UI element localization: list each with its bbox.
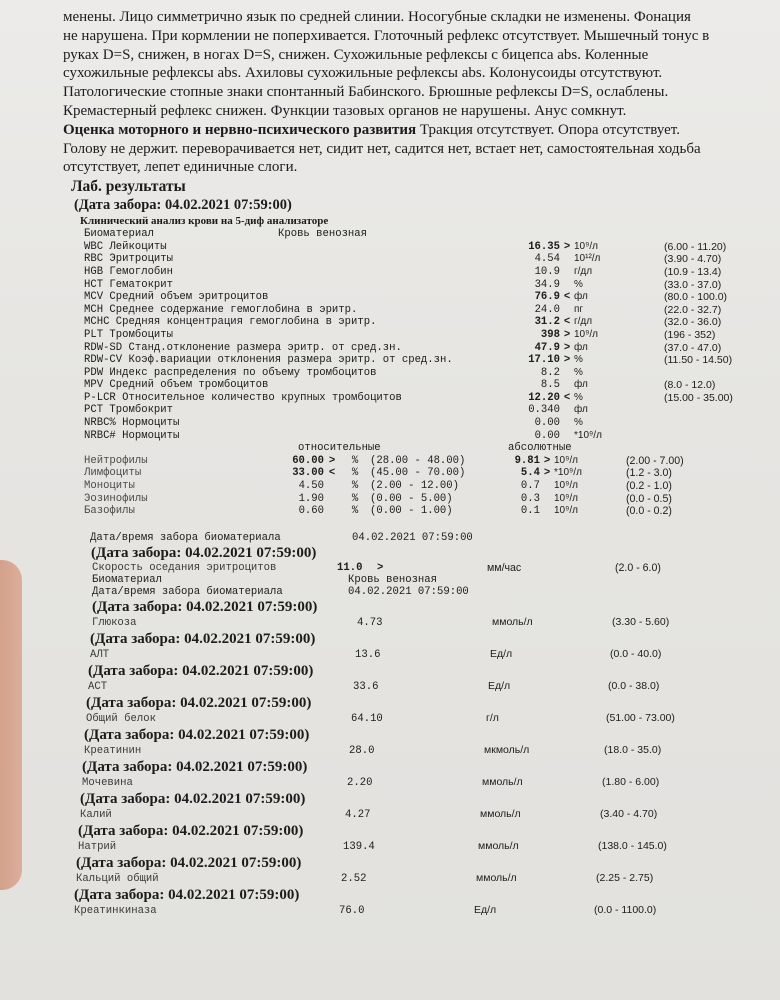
biochem-block xyxy=(86,694,778,726)
diff-abs-unit: 10⁹/л xyxy=(554,454,579,466)
diff-abs-ref: (0.2 - 1.0) xyxy=(626,480,672,493)
exam-line: не нарушена. При кормлении не поперхивается. Глоточный рефлекс отсутствует. Мышечный тонус в xyxy=(63,27,710,44)
sample-date: (Дата забора: 04.02.2021 07:59:00) xyxy=(86,694,312,711)
biochem-unit: Ед/л xyxy=(488,679,511,692)
esr-flag: > xyxy=(377,561,384,574)
diff-table xyxy=(84,455,716,518)
biochem-value: 4.73 xyxy=(357,616,383,629)
diff-abs-unit: 10⁹/л xyxy=(554,492,579,504)
cbc-row xyxy=(84,404,733,417)
esr-bio-row xyxy=(92,574,778,586)
diff-rel-ref: (45.00 - 70.00) xyxy=(370,467,466,480)
esr-value: 11.0 xyxy=(337,561,363,574)
biochem-unit: ммоль/л xyxy=(478,839,519,852)
sample-date: (Дата забора: 04.02.2021 07:59:00) xyxy=(78,822,304,839)
biochem-value: 2.52 xyxy=(341,872,367,885)
cbc-unit: % xyxy=(574,391,583,403)
cbc-test-name: RBC Эритроциты xyxy=(84,253,174,266)
diff-rel-flag xyxy=(324,480,340,493)
biochem-unit: ммоль/л xyxy=(480,807,521,820)
sample-date: (Дата забора: 04.02.2021 07:59:00) xyxy=(90,630,316,647)
cbc-row xyxy=(84,367,733,380)
cbc-unit: % xyxy=(574,354,583,366)
cbc-unit: г/дл xyxy=(574,265,593,277)
cbc-test-name: P-LCR Относительное количество крупных тромбоцитов xyxy=(84,391,402,404)
biochem-row xyxy=(76,872,778,886)
sample-date: (Дата забора: 04.02.2021 07:59:00) xyxy=(91,544,317,561)
diff-abs-value: 5.4 xyxy=(520,467,540,480)
cbc-unit: фл xyxy=(574,291,588,303)
biochem-unit: ммоль/л xyxy=(476,871,517,884)
cbc-row xyxy=(84,354,733,367)
biochem-value: 2.20 xyxy=(347,776,373,789)
diff-name: Лимфоциты xyxy=(84,467,142,480)
biochem-block xyxy=(88,662,778,694)
biochem-block xyxy=(82,758,778,790)
cbc-reference: (80.0 - 100.0) xyxy=(664,291,728,304)
cbc-test-name: MPV Средний объем тромбоцитов xyxy=(84,379,269,392)
cbc-reference: (3.90 - 4.70) xyxy=(664,253,722,266)
biochem-block xyxy=(90,630,778,662)
biochem-block xyxy=(80,790,778,822)
cbc-reference: (33.0 - 37.0) xyxy=(664,278,722,291)
cbc-reference: (6.00 - 11.20) xyxy=(664,240,727,253)
cbc-reference: (32.0 - 36.0) xyxy=(664,316,722,329)
cbc-test-name: HGB Гемоглобин xyxy=(84,265,174,278)
cbc-unit: 10⁹/л xyxy=(574,240,599,252)
cbc-test-name: PDW Индекс распределения по объему тромбоцитов xyxy=(84,366,377,379)
diff-row xyxy=(84,493,716,506)
diff-row xyxy=(84,505,716,518)
cbc-row xyxy=(84,291,733,304)
cbc-value: 0.00 xyxy=(534,417,560,430)
datetime-value: 04.02.2021 07:59:00 xyxy=(352,531,473,544)
cbc-flag: > xyxy=(563,240,571,253)
cbc-row xyxy=(84,316,733,329)
cbc-row xyxy=(84,392,733,405)
cbc-flag xyxy=(560,253,574,266)
cbc-value: 4.54 xyxy=(534,253,560,266)
cbc-test-name: MCH Среднее содержание гемоглобина в эритр. xyxy=(84,303,358,316)
cbc-row xyxy=(84,241,733,254)
exam-line: сухожильные рефлексы abs. Ахиловы сухожильные рефлексы abs. Колонусоиды отсутствуют. xyxy=(63,65,663,82)
biochem-reference: (138.0 - 145.0) xyxy=(598,839,667,852)
cbc-flag xyxy=(560,379,574,392)
cbc-flag: > xyxy=(563,328,571,341)
diff-header-abs: абсолютные xyxy=(508,442,572,455)
diff-name: Нейтрофилы xyxy=(84,454,148,467)
biochem-value: 13.6 xyxy=(355,648,381,661)
cbc-reference: (10.9 - 13.4) xyxy=(664,265,722,278)
cbc-row xyxy=(84,253,733,266)
esr-bio-value: Кровь венозная xyxy=(348,573,438,586)
cbc-unit: пг xyxy=(574,303,584,315)
biomaterial-label: Биоматериал xyxy=(84,228,154,241)
diff-name: Базофилы xyxy=(84,505,135,518)
cbc-unit: 10¹²/л xyxy=(574,253,601,265)
biochem-unit: мкмоль/л xyxy=(484,743,530,756)
cbc-reference xyxy=(664,404,733,417)
cbc-flag xyxy=(560,430,574,443)
biochem-unit: ммоль/л xyxy=(482,775,523,788)
cbc-unit: фл xyxy=(574,404,588,416)
cbc-flag xyxy=(560,417,574,430)
sample-date: (Дата забора: 04.02.2021 07:59:00) xyxy=(74,197,292,214)
esr-unit: мм/час xyxy=(487,561,522,574)
cbc-unit: % xyxy=(574,278,583,290)
biomaterial-row xyxy=(84,228,778,241)
cbc-flag xyxy=(560,304,574,317)
diff-rel-value: 33.00 xyxy=(292,467,324,480)
biochem-row xyxy=(82,776,778,790)
diff-rel-flag xyxy=(324,493,340,506)
diff-rel-ref: (28.00 - 48.00) xyxy=(370,454,466,467)
biochem-value: 4.27 xyxy=(345,808,371,821)
cbc-row xyxy=(84,279,733,292)
diff-name: Моноциты xyxy=(84,480,135,493)
diff-row xyxy=(84,467,716,480)
biochem-test-name: АЛТ xyxy=(90,648,110,661)
biochem-reference: (0.0 - 1100.0) xyxy=(594,903,657,916)
biomaterial-value: Кровь венозная xyxy=(278,228,368,241)
esr-name: Скорость оседания эритроцитов xyxy=(92,561,277,574)
diff-abs-value: 9.81 xyxy=(514,454,540,467)
diff-rel-unit: % xyxy=(351,480,359,493)
diff-rel-value: 0.60 xyxy=(298,505,324,518)
biochem-block xyxy=(74,886,778,918)
biochem-value: 139.4 xyxy=(343,840,375,853)
diff-rel-unit: % xyxy=(351,505,359,518)
esr-dt-value: 04.02.2021 07:59:00 xyxy=(348,585,469,598)
cbc-value: 8.5 xyxy=(540,379,560,392)
diff-abs-ref: (2.00 - 7.00) xyxy=(626,454,684,467)
cbc-unit: % xyxy=(574,417,583,429)
biochem-block xyxy=(76,854,778,886)
cbc-flag xyxy=(560,367,574,380)
diff-row xyxy=(84,480,716,493)
biochem-unit: Ед/л xyxy=(474,903,497,916)
diff-abs-flag xyxy=(540,480,554,493)
biochem-test-name: Креатинкиназа xyxy=(74,904,157,917)
cbc-flag xyxy=(560,404,574,417)
diff-abs-value: 0.1 xyxy=(520,505,540,518)
sample-date: (Дата забора: 04.02.2021 07:59:00) xyxy=(84,726,310,743)
cbc-unit: *10⁹/л xyxy=(574,429,602,441)
cbc-value: 8.2 xyxy=(540,366,560,379)
biochem-unit: г/л xyxy=(486,711,499,724)
cbc-flag xyxy=(560,266,574,279)
cbc-value: 398 xyxy=(540,328,560,341)
dev-line: отсутствует, лепет единичные слоги. xyxy=(63,159,298,176)
cbc-value: 16.35 xyxy=(528,240,560,253)
diff-rel-ref: (0.00 - 5.00) xyxy=(370,492,453,505)
cbc-value: 17.10 xyxy=(528,354,560,367)
cbc-reference: (8.0 - 12.0) xyxy=(664,379,716,392)
sample-date: (Дата забора: 04.02.2021 07:59:00) xyxy=(82,758,308,775)
cbc-test-name: MCHC Средняя концентрация гемоглобина в эритр. xyxy=(84,316,377,329)
diff-abs-flag: > xyxy=(543,467,551,480)
biochem-reference: (1.80 - 6.00) xyxy=(602,775,660,788)
cbc-value: 0.340 xyxy=(528,404,560,417)
diff-abs-value: 0.3 xyxy=(520,492,540,505)
biochem-row xyxy=(80,808,778,822)
biochem-row xyxy=(74,904,778,918)
diff-abs-flag xyxy=(540,493,554,506)
exam-line: руках D=S, снижен, в ногах D=S, снижен. Сухожильные рефлексы с бицепса abs. Коленные xyxy=(63,46,649,63)
cbc-flag: > xyxy=(563,354,571,367)
cbc-flag: < xyxy=(563,291,571,304)
cbc-row xyxy=(84,266,733,279)
diff-rel-flag xyxy=(324,505,340,518)
diff-rel-unit: % xyxy=(351,454,359,467)
esr-row xyxy=(92,562,778,574)
cbc-test-name: PLT Тромбоциты xyxy=(84,328,174,341)
cbc-value: 24.0 xyxy=(534,303,560,316)
biochem-row xyxy=(78,840,778,854)
cbc-value: 12.20 xyxy=(528,391,560,404)
cbc-flag: > xyxy=(563,341,571,354)
diff-abs-ref: (0.0 - 0.2) xyxy=(626,505,672,518)
cbc-unit: 10⁹/л xyxy=(574,328,599,340)
esr-bio-label: Биоматериал xyxy=(92,573,162,586)
cbc-unit: г/дл xyxy=(574,316,593,328)
biochem-block xyxy=(78,822,778,854)
diff-rel-unit: % xyxy=(351,467,359,480)
sample-date: (Дата забора: 04.02.2021 07:59:00) xyxy=(74,886,300,903)
diff-header xyxy=(298,442,778,455)
cbc-reference: (15.00 - 35.00) xyxy=(664,391,733,404)
diff-abs-ref: (0.0 - 0.5) xyxy=(626,492,672,505)
biochem-test-name: Мочевина xyxy=(82,776,133,789)
biochem-row xyxy=(92,616,778,630)
biochem-list xyxy=(8,598,778,918)
biochem-reference: (3.40 - 4.70) xyxy=(600,807,658,820)
biochem-test-name: АСТ xyxy=(88,680,108,693)
cbc-value: 34.9 xyxy=(534,278,560,291)
diff-rel-flag: > xyxy=(328,454,336,467)
dev-line xyxy=(63,121,763,140)
cbc-row xyxy=(84,329,733,342)
cbc-reference: (22.0 - 32.7) xyxy=(664,303,722,316)
cbc-test-name: NRBC% Нормоциты xyxy=(84,417,180,430)
cbc-value: 47.9 xyxy=(534,341,560,354)
biochem-test-name: Кальций общий xyxy=(76,872,159,885)
cbc-flag: < xyxy=(563,316,571,329)
biochem-row xyxy=(86,712,778,726)
cbc-unit: % xyxy=(574,366,583,378)
cbc-value: 76.9 xyxy=(534,291,560,304)
diff-header-rel: относительные xyxy=(298,442,381,455)
cbc-test-name: NRBC# Нормоциты xyxy=(84,429,180,442)
cbc-flag xyxy=(560,279,574,292)
cbc-title: Клинический анализ крови на 5-диф анализаторе xyxy=(80,215,329,228)
cbc-value: 10.9 xyxy=(534,265,560,278)
dev-heading: Оценка моторного и нервно-психического развития xyxy=(63,121,417,138)
cbc-test-name: WBC Лейкоциты xyxy=(84,240,167,253)
biochem-test-name: Глюкоза xyxy=(92,616,137,629)
biochem-value: 33.6 xyxy=(353,680,379,693)
document-body xyxy=(8,8,778,918)
biochem-value: 64.10 xyxy=(351,712,383,725)
biochem-test-name: Натрий xyxy=(78,840,117,853)
cbc-test-name: PCT Тромбокрит xyxy=(84,404,174,417)
diff-abs-flag xyxy=(540,505,554,518)
diff-rel-ref: (0.00 - 1.00) xyxy=(370,505,453,518)
diff-rel-flag: < xyxy=(328,467,336,480)
exam-line: менены. Лицо симметрично язык по средней слинии. Носогубные складки не изменены. Фонация xyxy=(63,9,691,25)
diff-abs-unit: 10⁹/л xyxy=(554,505,579,517)
biochem-reference: (2.25 - 2.75) xyxy=(596,871,654,884)
lab-heading: Лаб. результаты xyxy=(71,178,186,196)
biochem-value: 76.0 xyxy=(339,904,365,917)
biochem-block xyxy=(92,598,778,630)
cbc-row xyxy=(84,342,733,355)
sample-date: (Дата забора: 04.02.2021 07:59:00) xyxy=(80,790,306,807)
esr-dt-row xyxy=(92,586,778,598)
biochem-row xyxy=(90,648,778,662)
diff-rel-unit: % xyxy=(351,492,359,505)
cbc-reference: (37.0 - 47.0) xyxy=(664,341,722,354)
datetime-label: Дата/время забора биоматериала xyxy=(90,531,281,544)
biochem-test-name: Креатинин xyxy=(84,744,142,757)
diff-abs-flag: > xyxy=(543,454,551,467)
datetime-row xyxy=(90,532,778,544)
dev-text: Тракция отсутствует. Опора отсутствует. xyxy=(416,121,680,138)
biochem-reference: (18.0 - 35.0) xyxy=(604,743,662,756)
cbc-reference xyxy=(664,367,733,380)
biochem-row xyxy=(84,744,778,758)
cbc-table xyxy=(84,241,733,443)
cbc-test-name: HCT Гематокрит xyxy=(84,278,174,291)
diff-rel-ref: (2.00 - 12.00) xyxy=(370,480,460,493)
cbc-value: 31.2 xyxy=(534,316,560,329)
sample-date: (Дата забора: 04.02.2021 07:59:00) xyxy=(92,598,318,615)
cbc-test-name: MCV Средний объем эритроцитов xyxy=(84,291,269,304)
cbc-flag: < xyxy=(563,391,571,404)
diff-abs-unit: 10⁹/л xyxy=(554,480,579,492)
biochem-unit: Ед/л xyxy=(490,647,513,660)
biochem-reference: (0.0 - 40.0) xyxy=(610,647,662,660)
cbc-row xyxy=(84,417,733,430)
exam-line: Кремастерный рефлекс снижен. Функции тазовых органов не нарушены. Анус сомкнут. xyxy=(63,102,627,119)
sample-date: (Дата забора: 04.02.2021 07:59:00) xyxy=(76,854,302,871)
cbc-test-name: RDW-CV Коэф.вариации отклонения размера эритр. от сред.зн. xyxy=(84,354,453,367)
diff-row xyxy=(84,455,716,468)
biochem-block xyxy=(84,726,778,758)
biochem-reference: (3.30 - 5.60) xyxy=(612,615,670,628)
biochem-reference: (51.00 - 73.00) xyxy=(606,711,675,724)
diff-abs-ref: (1.2 - 3.0) xyxy=(626,467,672,480)
dev-line: Голову не держит. переворачивается нет, сидит нет, садится нет, встает нет, самостоятельная ходьба xyxy=(63,140,701,157)
biochem-unit: ммоль/л xyxy=(492,615,533,628)
biochem-value: 28.0 xyxy=(349,744,375,757)
cbc-reference xyxy=(664,417,733,430)
esr-ref: (2.0 - 6.0) xyxy=(615,561,661,574)
cbc-row xyxy=(84,379,733,392)
diff-rel-value: 1.90 xyxy=(298,492,324,505)
esr-dt-label: Дата/время забора биоматериала xyxy=(92,585,283,598)
biochem-row xyxy=(88,680,778,694)
cbc-row xyxy=(84,304,733,317)
cbc-reference xyxy=(664,430,733,443)
diff-abs-unit: *10⁹/л xyxy=(554,467,582,479)
cbc-unit: фл xyxy=(574,379,588,391)
exam-line: Патологические стопные знаки спонтанный Бабинского. Брюшные рефлексы D=S, ослаблены. xyxy=(63,84,669,101)
diff-abs-value: 0.7 xyxy=(520,480,540,493)
cbc-row xyxy=(84,430,733,443)
diff-name: Эозинофилы xyxy=(84,492,148,505)
cbc-unit: фл xyxy=(574,341,588,353)
sample-date: (Дата забора: 04.02.2021 07:59:00) xyxy=(88,662,314,679)
cbc-value: 0.00 xyxy=(534,429,560,442)
cbc-reference: (196 - 352) xyxy=(664,328,716,341)
biochem-test-name: Общий белок xyxy=(86,712,156,725)
biochem-test-name: Калий xyxy=(80,808,112,821)
biochem-reference: (0.0 - 38.0) xyxy=(608,679,660,692)
exam-paragraph xyxy=(63,8,763,177)
cbc-reference: (11.50 - 14.50) xyxy=(664,354,733,367)
cbc-test-name: RDW-SD Станд.отклонение размера эритр. от сред.зн. xyxy=(84,341,402,354)
diff-rel-value: 4.50 xyxy=(298,480,324,493)
diff-rel-value: 60.00 xyxy=(292,454,324,467)
